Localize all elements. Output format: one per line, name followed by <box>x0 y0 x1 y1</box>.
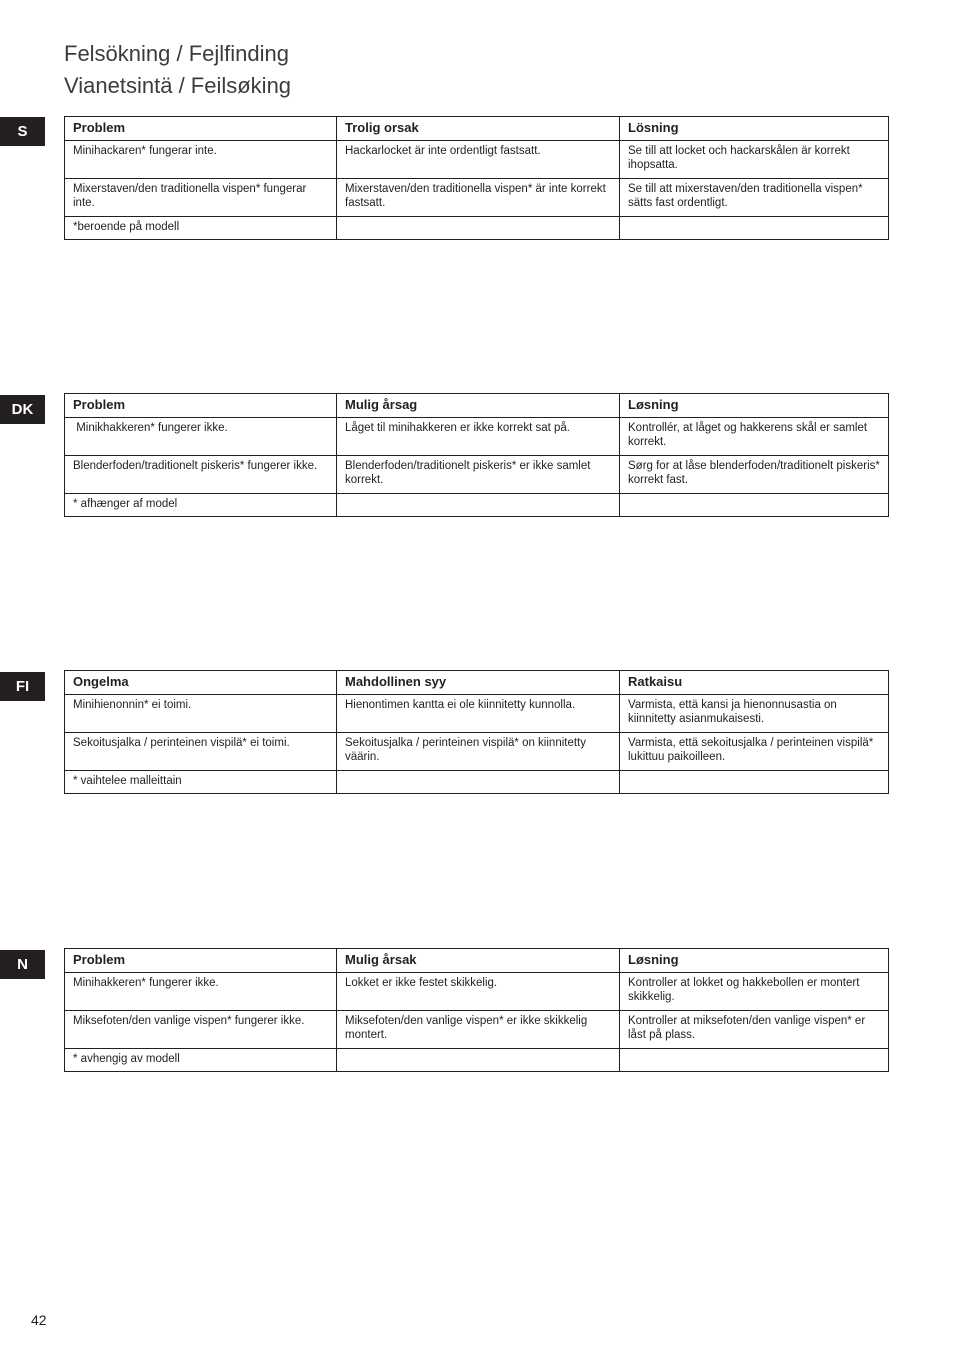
footnote: * vaihtelee malleittain <box>65 771 337 794</box>
footnote: *beroende på modell <box>65 217 337 240</box>
table-cell: Blenderfoden/traditionelt piskeris* er ikke samlet korrekt. <box>337 456 620 494</box>
column-header-cause: Mulig årsag <box>337 394 620 418</box>
troubleshooting-table-fi <box>64 670 889 794</box>
table-header-row <box>65 949 889 973</box>
table-cell: Hienontimen kantta ei ole kiinnitetty kunnolla. <box>337 695 620 733</box>
table-cell: Se till att locket och hackarskålen är korrekt ihopsatta. <box>620 141 889 179</box>
table-cell: Kontrollér, at låget og hakkerens skål er samlet korrekt. <box>620 418 889 456</box>
column-header-cause: Mulig årsak <box>337 949 620 973</box>
table-note-row <box>65 494 889 517</box>
page-title-line-2: Vianetsintä / Feilsøking <box>64 73 292 98</box>
table-row <box>65 733 889 771</box>
table-cell: Minihienonnin* ei toimi. <box>65 695 337 733</box>
table-cell: Se till att mixerstaven/den traditionella vispen* sätts fast ordentligt. <box>620 179 889 217</box>
table-cell: Lokket er ikke festet skikkelig. <box>337 973 620 1011</box>
empty-cell <box>337 494 620 517</box>
table-note-row <box>65 217 889 240</box>
table-row <box>65 1011 889 1049</box>
table-cell: Sekoitusjalka / perinteinen vispilä* ei toimi. <box>65 733 337 771</box>
empty-cell <box>620 771 889 794</box>
troubleshooting-table-dk <box>64 393 889 517</box>
table-cell: Kontroller at lokket og hakkebollen er montert skikkelig. <box>620 973 889 1011</box>
table-cell: Sekoitusjalka / perinteinen vispilä* on kiinnitetty väärin. <box>337 733 620 771</box>
table-row <box>65 973 889 1011</box>
column-header-problem: Problem <box>65 117 337 141</box>
table-header-row <box>65 117 889 141</box>
column-header-solution: Løsning <box>620 394 889 418</box>
table-cell: Blenderfoden/traditionelt piskeris* fungerer ikke. <box>65 456 337 494</box>
footnote: * avhengig av modell <box>65 1049 337 1072</box>
empty-cell <box>620 217 889 240</box>
column-header-problem: Problem <box>65 949 337 973</box>
table-cell: Varmista, että kansi ja hienonnusastia on kiinnitetty asianmukaisesti. <box>620 695 889 733</box>
table-cell: Hackarlocket är inte ordentligt fastsatt. <box>337 141 620 179</box>
page-number: 42 <box>31 1312 47 1328</box>
table-cell: Miksefoten/den vanlige vispen* fungerer ikke. <box>65 1011 337 1049</box>
table-row <box>65 695 889 733</box>
table-cell: Låget til minihakkeren er ikke korrekt sat på. <box>337 418 620 456</box>
table-note-row <box>65 1049 889 1072</box>
table-cell: Mixerstaven/den traditionella vispen* fungerar inte. <box>65 179 337 217</box>
table-cell: Minihackaren* fungerar inte. <box>65 141 337 179</box>
empty-cell <box>337 217 620 240</box>
troubleshooting-table-n <box>64 948 889 1072</box>
table-cell: Miksefoten/den vanlige vispen* er ikke skikkelig montert. <box>337 1011 620 1049</box>
table-header-row <box>65 394 889 418</box>
column-header-solution: Løsning <box>620 949 889 973</box>
table-row <box>65 179 889 217</box>
table-note-row <box>65 771 889 794</box>
column-header-cause: Mahdollinen syy <box>337 671 620 695</box>
table-row <box>65 418 889 456</box>
column-header-solution: Ratkaisu <box>620 671 889 695</box>
table-cell: Minikhakkeren* fungerer ikke. <box>65 418 337 456</box>
empty-cell <box>620 494 889 517</box>
empty-cell <box>620 1049 889 1072</box>
language-tab-s: S <box>0 117 45 146</box>
table-row <box>65 456 889 494</box>
table-cell: Kontroller at miksefoten/den vanlige vispen* er låst på plass. <box>620 1011 889 1049</box>
table-cell: Minihakkeren* fungerer ikke. <box>65 973 337 1011</box>
troubleshooting-table-s <box>64 116 889 240</box>
table-header-row <box>65 671 889 695</box>
table-row <box>65 141 889 179</box>
page-title-line-1: Felsökning / Fejlfinding <box>64 41 290 66</box>
language-tab-fi: FI <box>0 672 45 701</box>
table-cell: Sørg for at låse blenderfoden/traditionelt piskeris* korrekt fast. <box>620 456 889 494</box>
column-header-cause: Trolig orsak <box>337 117 620 141</box>
language-tab-dk: DK <box>0 395 45 424</box>
column-header-problem: Ongelma <box>65 671 337 695</box>
table-cell: Mixerstaven/den traditionella vispen* är inte korrekt fastsatt. <box>337 179 620 217</box>
column-header-problem: Problem <box>65 394 337 418</box>
language-tab-n: N <box>0 950 45 979</box>
footnote: * afhænger af model <box>65 494 337 517</box>
empty-cell <box>337 1049 620 1072</box>
empty-cell <box>337 771 620 794</box>
table-cell: Varmista, että sekoitusjalka / perinteinen vispilä* lukittuu paikoilleen. <box>620 733 889 771</box>
column-header-solution: Lösning <box>620 117 889 141</box>
